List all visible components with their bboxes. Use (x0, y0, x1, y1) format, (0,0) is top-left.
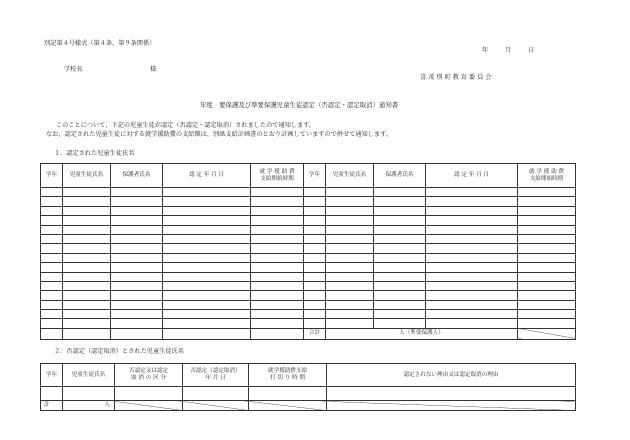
certified-total-row (41, 328, 576, 339)
diagonal-cell (249, 401, 327, 411)
date-year-label: 年 (482, 47, 489, 54)
form-number: 別記第４号様式（第４条，第９条関係） (44, 40, 156, 47)
date-day-label: 日 (528, 47, 535, 54)
section2-heading: ２．否認定（認定取消）とされた児童生徒氏名 (54, 348, 184, 355)
table-row (41, 291, 576, 300)
col-grade-2: 学年 (304, 164, 326, 188)
date-month-label: 月 (505, 47, 512, 54)
section1-heading: １．認定された児童生徒氏名 (54, 150, 135, 157)
table-row (41, 216, 576, 225)
rejected-total-row (41, 401, 576, 411)
table-row (41, 281, 576, 290)
col-rejection-date: 否認定（認定取消） 年 月 日 (183, 364, 249, 387)
table-row (41, 234, 576, 243)
table-row (41, 188, 576, 197)
total-count-text: 人（準要保護人） (326, 328, 518, 339)
total-label: 合計 (304, 328, 326, 339)
table-row (41, 300, 576, 309)
table-row (41, 225, 576, 234)
diagonal-cell (115, 401, 183, 411)
certified-students-table (40, 163, 576, 340)
rejected-total-label: 計 (41, 401, 63, 411)
col-reason: 認定されない理由又は認定取消の理由 (327, 364, 576, 387)
rejected-total-unit: 人 (63, 401, 115, 411)
body-line-2: なお，認定された児童生徒に対する就学援助費の支給額は，別紙支給計画書のとおり計画していますので併せて通知します。 (46, 131, 393, 138)
addressee-honorific: 様 (150, 66, 157, 73)
table-row (41, 206, 576, 215)
table-row (41, 197, 576, 206)
col-certification-date: 認 定 年 月 日 (163, 164, 251, 188)
table-row (41, 272, 576, 281)
col-aid-termination: 就学援助費支給 打 切 り 時 期 (249, 364, 327, 387)
diagonal-cell (183, 401, 249, 411)
certified-table-header (41, 164, 576, 188)
issuer-name: 喜 茂 別 町 教 育 委 員 会 (420, 74, 492, 81)
col-student-name: 児童生徒氏名 (63, 164, 111, 188)
body-line-1: このことについて，下記の児童生徒が認定（否認定・認定取消）されましたので通知します。 (56, 122, 316, 129)
table-row (41, 387, 576, 401)
addressee-label: 学校長 (64, 66, 83, 73)
col-certification-date-2: 認 定 年 月 日 (426, 164, 518, 188)
table-row (41, 310, 576, 319)
col-aid-start: 就 学 援 助 費 支給開始時期 (251, 164, 304, 188)
table-row (41, 244, 576, 253)
notice-title: 年度 要保護及び準要保護児童生徒認定（否認定・認定取消）通知書 (200, 101, 399, 109)
diagonal-cell (327, 401, 576, 411)
col-guardian-name-2: 保護者氏名 (374, 164, 426, 188)
col-grade: 学年 (41, 364, 63, 387)
col-aid-start-2: 就 学 援 助 費 支給開始時期 (518, 164, 576, 188)
table-row (41, 253, 576, 262)
rejected-students-table (40, 363, 576, 411)
table-row (41, 263, 576, 272)
col-guardian-name: 保護者氏名 (111, 164, 163, 188)
rejected-table-header (41, 364, 576, 387)
col-student-name-2: 児童生徒氏名 (326, 164, 374, 188)
col-student-name: 児童生徒氏名 (63, 364, 115, 387)
table-row (41, 319, 576, 328)
col-grade: 学年 (41, 164, 63, 188)
total-blank-diagonal (518, 328, 576, 339)
col-rejection-type: 否認定又は認定 取 消 の 区 分 (115, 364, 183, 387)
